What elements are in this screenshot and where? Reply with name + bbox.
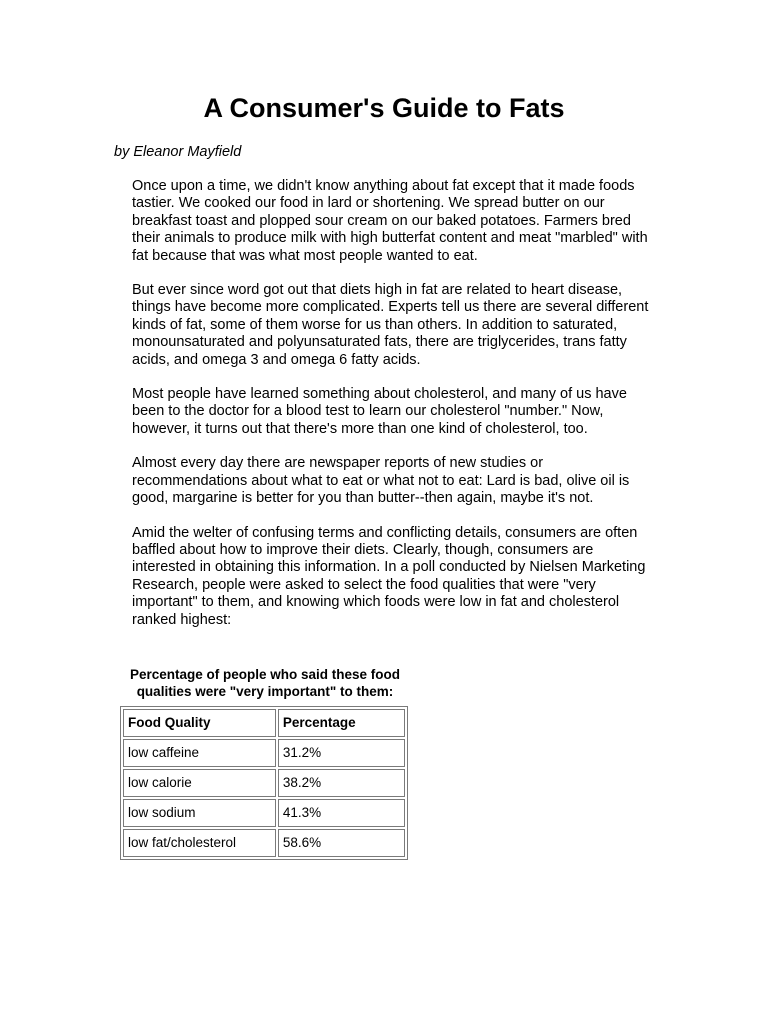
table-caption: Percentage of people who said these food qualities were "very important" to them: (129, 667, 401, 700)
food-quality-cell: low caffeine (123, 739, 276, 767)
paragraph-5: Amid the welter of confusing terms and conflicting details, consumers are often baffled about how to improve their diets. Clearly, though, consumers are interested in obtaining this information. In a poll conducted by Nielsen Marketing Research, people were asked to select the food qualities that were "very important" to them, and knowing which foods were low in fat and cholesterol ranked highest: (132, 524, 646, 628)
food-quality-cell: low calorie (123, 769, 276, 797)
table-row (123, 739, 405, 767)
food-quality-cell: low fat/cholesterol (123, 829, 276, 857)
table-row (123, 769, 405, 797)
article-byline: by Eleanor Mayfield (114, 144, 242, 160)
percentage-cell: 31.2% (278, 739, 405, 767)
paragraph-1: Once upon a time, we didn't know anything about fat except that it made foods tastier. We cooked our food in lard or shortening. We spread butter on our breakfast toast and plopped sour cream on our baked potatoes. Farmers bred their animals to produce milk with high butterfat content and meat "marbled" with fat because that was what most people wanted to eat. (132, 178, 648, 264)
column-header-food-quality: Food Quality (123, 709, 276, 737)
article-body (132, 178, 652, 646)
percentage-cell: 41.3% (278, 799, 405, 827)
article-title: A Consumer's Guide to Fats (203, 93, 565, 123)
paragraph-2: But ever since word got out that diets high in fat are related to heart disease, things have become more complicated. Experts tell us there are several different kinds of fat, some of them worse for us than others. In addition to saturated, monounsaturated and polyunsaturated fats, there are triglycerides, trans fatty acids, and omega 3 and omega 6 fatty acids. (132, 282, 649, 368)
paragraph-4: Almost every day there are newspaper reports of new studies or recommendations about what to eat or what not to eat: Lard is bad, olive oil is good, margarine is better for you than butter--then again, maybe it's not. (132, 455, 630, 507)
table-row (123, 799, 405, 827)
table-header-row (123, 709, 405, 737)
paragraph-3: Most people have learned something about cholesterol, and many of us have been to the doctor for a blood test to learn our cholesterol "number." Now, however, it turns out that there's more than one kind of cholesterol, too. (132, 386, 627, 437)
food-quality-table (120, 706, 408, 860)
food-quality-table-block (120, 666, 410, 860)
food-quality-cell: low sodium (123, 799, 276, 827)
percentage-cell: 58.6% (278, 829, 405, 857)
table-row (123, 829, 405, 857)
percentage-cell: 38.2% (278, 769, 405, 797)
column-header-percentage: Percentage (278, 709, 405, 737)
